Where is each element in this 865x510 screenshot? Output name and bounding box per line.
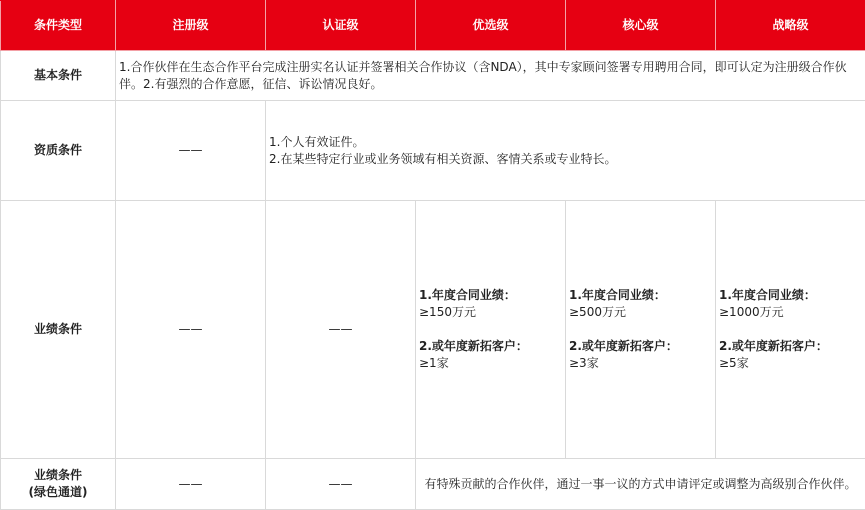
header-condition-type: 条件类型 [1,1,116,51]
performance-strategic [716,201,865,459]
dash-text: —— [329,321,353,338]
qualification-label: 资质条件 [1,101,116,201]
row-green-channel [1,459,865,510]
row-qualification [1,101,865,201]
green-registered-dash [116,459,266,510]
green-channel-text: 有特殊贡献的合作伙伴，通过一事一议的方式申请评定或调整为高级别合作伙伴。 [416,459,865,510]
new-client-label: 2.或年度新拓客户： [569,338,712,355]
new-client-value: ≥5家 [719,355,862,372]
contract-label: 1.年度合同业绩： [419,287,562,304]
header-level-registered: 注册级 [116,1,266,51]
qualification-line-1: 1.个人有效证件。 [269,134,862,151]
contract-value: ≥1000万元 [719,304,862,321]
performance-preferred [416,201,566,459]
dash-text: —— [179,476,203,493]
dash-text: —— [329,476,353,493]
header-level-strategic: 战略级 [716,1,865,51]
performance-certified-dash [266,201,416,459]
basic-text: 1.合作伙伴在生态合作平台完成注册实名认证并签署相关合作协议（含NDA），其中专家顾问签署专用聘用合同，即可认定为注册级合作伙伴。2.有强烈的合作意愿，征信、诉讼情况良好。 [116,51,865,101]
contract-label: 1.年度合同业绩： [569,287,712,304]
contract-label: 1.年度合同业绩： [719,287,862,304]
qualification-line-2: 2.在某些特定行业或业务领域有相关资源、客情关系或专业特长。 [269,151,862,168]
row-basic [1,51,865,101]
dash-text: —— [179,142,203,159]
performance-registered-dash [116,201,266,459]
basic-label: 基本条件 [1,51,116,101]
header-level-certified: 认证级 [266,1,416,51]
new-client-value: ≥1家 [419,355,562,372]
header-level-preferred: 优选级 [416,1,566,51]
contract-value: ≥150万元 [419,304,562,321]
contract-value: ≥500万元 [569,304,712,321]
green-label-line-2: (绿色通道) [4,484,112,501]
performance-label: 业绩条件 [1,201,116,459]
header-row [1,1,865,51]
dash-text: —— [179,321,203,338]
green-label-line-1: 业绩条件 [4,467,112,484]
green-certified-dash [266,459,416,510]
qualification-text [266,101,865,201]
qualification-registered-dash [116,101,266,201]
new-client-label: 2.或年度新拓客户： [719,338,862,355]
header-level-core: 核心级 [566,1,716,51]
green-channel-label [1,459,116,510]
performance-core [566,201,716,459]
new-client-label: 2.或年度新拓客户： [419,338,562,355]
row-performance [1,201,865,459]
new-client-value: ≥3家 [569,355,712,372]
